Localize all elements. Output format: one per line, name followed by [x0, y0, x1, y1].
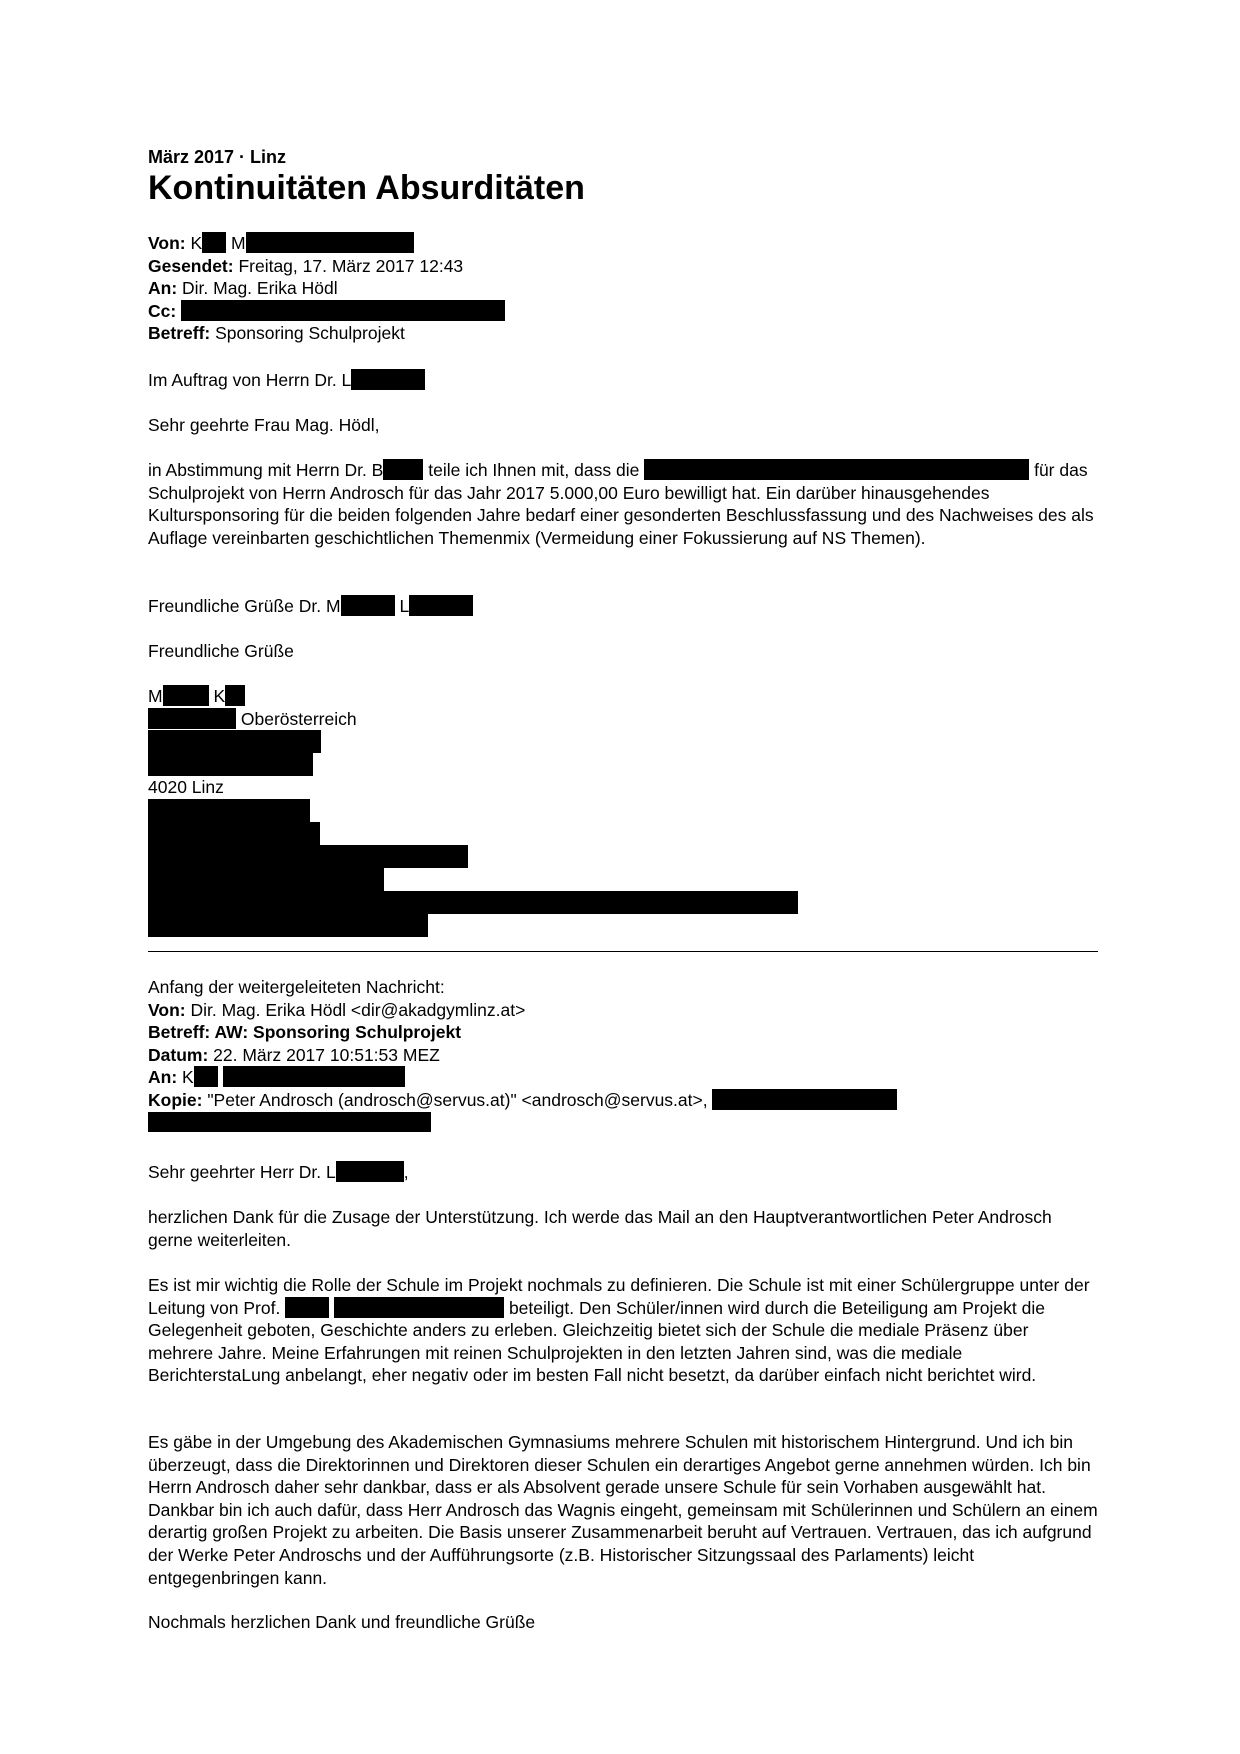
email1-cc: [148, 300, 1098, 323]
redaction: [148, 822, 320, 845]
redaction: [148, 708, 236, 729]
von-label: Von:: [148, 233, 186, 253]
sig-region: Oberösterreich: [240, 708, 357, 729]
kopie-label: Kopie:: [148, 1089, 203, 1110]
email2-anrede: [148, 1161, 1098, 1184]
redaction: [225, 685, 245, 706]
redaction: [334, 1297, 504, 1318]
redaction: [148, 914, 428, 937]
email1-gesendet: [148, 255, 1098, 278]
email2-closing: Nochmals herzlichen Dank und freundliche Grüße: [148, 1612, 536, 1632]
redaction: [644, 459, 1029, 480]
von-value: Dir. Mag. Erika Hödl <dir@akadgymlinz.at>: [190, 999, 526, 1020]
redaction: [351, 369, 425, 390]
anrede-b: ,: [403, 1162, 409, 1182]
auftrag-text: Im Auftrag von Herrn Dr. L: [148, 370, 352, 390]
separator-line: [148, 951, 1098, 952]
email2-von: [148, 999, 1098, 1022]
cc-label: Cc:: [148, 300, 177, 321]
page-title: Kontinuitäten Absurditäten: [148, 169, 585, 207]
betreff-label: Betreff:: [148, 323, 211, 344]
redaction: [163, 685, 209, 706]
redaction: [148, 845, 468, 868]
email1-an: [148, 277, 1098, 300]
an-label: An:: [148, 1067, 178, 1088]
redaction: [246, 232, 414, 253]
redaction: [148, 730, 321, 753]
redaction: [341, 595, 395, 616]
sig-city: 4020 Linz: [148, 777, 224, 798]
body-text-a: in Abstimmung mit Herrn Dr. B: [148, 460, 384, 480]
betreff-value: AW: Sponsoring Schulprojekt: [214, 1022, 462, 1043]
an-value: Dir. Mag. Erika Hödl: [182, 278, 338, 299]
email1-gruss2: Freundliche Grüße: [148, 641, 294, 661]
redaction: [336, 1161, 404, 1182]
sig-b: K: [213, 686, 226, 706]
forward-intro: Anfang der weitergeleiteten Nachricht:: [148, 977, 445, 997]
von-value-a: K: [190, 233, 203, 253]
email1-anrede: Sehr geehrte Frau Mag. Hödl,: [148, 415, 380, 435]
email2-paragraph-2: [148, 1274, 1098, 1387]
email2-an: [148, 1066, 1098, 1089]
redaction: [712, 1089, 897, 1110]
redaction: [194, 1066, 218, 1087]
von-value-b: M: [231, 233, 246, 253]
redaction: [181, 300, 505, 321]
datum-value: 22. März 2017 10:51:53 MEZ: [213, 1044, 440, 1065]
an-label: An:: [148, 278, 178, 299]
p2-text-a: Es ist mir wichtig die Rolle der Schule im Projekt nochmals zu definieren. Die Schule ist mit einer Schülergruppe unter der Leitung von Prof.: [148, 1275, 1090, 1318]
email1-header: [148, 232, 1098, 345]
anrede-a: Sehr geehrter Herr Dr. L: [148, 1162, 336, 1182]
p2-text-b: beteiligt. Den Schüler/innen wird durch die Beteiligung am Projekt die Gelegenheit geboten, Geschichte anders zu erleben. Gleichzeitig bietet sich der Schule die mediale Präsenz über mehrere Jahre. Meine Erfahrungen mit reinen Schulprojekten in den letzten Jahren sind, was die mediale BerichterstaLung anbelangt, eher negativ oder im besten Fall nicht besetzt, da darüber einfach nicht berichtet wird.: [148, 1297, 1045, 1386]
redaction: [409, 595, 473, 616]
body-text-d: das Schulprojekt von Herrn Androsch für das Jahr 2017 5.000,00 Euro bewilligt hat. Ein darüber hinausgehendes Kultursponsoring für die beiden folgenden Jahre bedarf einer gesonderten Beschlussfassung und des Nachweises des als Auflage vereinbarten geschichtlichen Themenmix (Vermeidung einer Fokussierung auf NS Themen).: [148, 460, 1094, 548]
email2-paragraph-3: Es gäbe in der Umgebung des Akademischen Gymnasiums mehrere Schulen mit historischem Hintergrund. Und ich bin überzeugt, dass die Direktorinnen und Direktoren dieser Schulen ein derartiges Angebot gerne annehmen würden. Ich bin Herrn Androsch daher sehr dankbar, dass er als Absolvent gerade unsere Schule für sein Vorhaben ausgewählt hat. Dankbar bin ich auch dafür, dass Herr Androsch das Wagnis eingeht, gemeinsam mit Schülerinnen und Schülern an einem derartig großen Projekt zu arbeiten. Die Basis unserer Zusammenarbeit beruht auf Vertrauen. Vertrauen, das ich aufgrund der Werke Peter Androschs und der Aufführungsorte (z.B. Historischer Sitzungssaal des Parlaments) leicht entgegenbringen kann.: [148, 1432, 1098, 1588]
email2-datum: [148, 1044, 1098, 1067]
redaction: [148, 799, 310, 822]
gruss1-a: Freundliche Grüße Dr. M: [148, 596, 341, 616]
email1-betreff: [148, 322, 1098, 345]
email2-kopie: [148, 1089, 1098, 1112]
email1-von: [148, 232, 1098, 255]
body-text-b: teile ich Ihnen mit, dass die: [428, 460, 640, 480]
redaction: [148, 1112, 431, 1132]
date-location: März 2017 · Linz: [148, 147, 287, 167]
von-label: Von:: [148, 999, 186, 1020]
datum-label: Datum:: [148, 1044, 209, 1065]
gesendet-value: Freitag, 17. März 2017 12:43: [238, 255, 464, 276]
redaction: [223, 1066, 405, 1087]
betreff-value: Sponsoring Schulprojekt: [215, 323, 405, 344]
redaction: [202, 232, 226, 253]
email2-paragraph-1: herzlichen Dank für die Zusage der Unterstützung. Ich werde das Mail an den Hauptverantwortlichen Peter Androsch gerne weiterleiten.: [148, 1207, 1052, 1250]
email2-header: [148, 976, 1098, 1132]
redaction: [148, 891, 798, 914]
sig-a: M: [148, 686, 163, 706]
email1-body: [148, 459, 1098, 549]
gesendet-label: Gesendet:: [148, 255, 234, 276]
gruss1-b: L: [399, 596, 410, 616]
kopie-value: "Peter Androsch (androsch@servus.at)" <androsch@servus.at>,: [207, 1089, 708, 1110]
redaction: [383, 459, 423, 480]
redaction: [285, 1297, 329, 1318]
redaction: [148, 868, 384, 891]
email1-signature: [148, 685, 1098, 937]
an-value: K: [182, 1067, 194, 1088]
betreff-label: Betreff:: [148, 1022, 211, 1043]
redaction: [148, 753, 313, 776]
email1-auftrag: [148, 369, 1098, 392]
email1-gruss1: [148, 595, 1098, 618]
body-text-c: für: [1034, 460, 1055, 480]
email2-betreff: [148, 1021, 1098, 1044]
